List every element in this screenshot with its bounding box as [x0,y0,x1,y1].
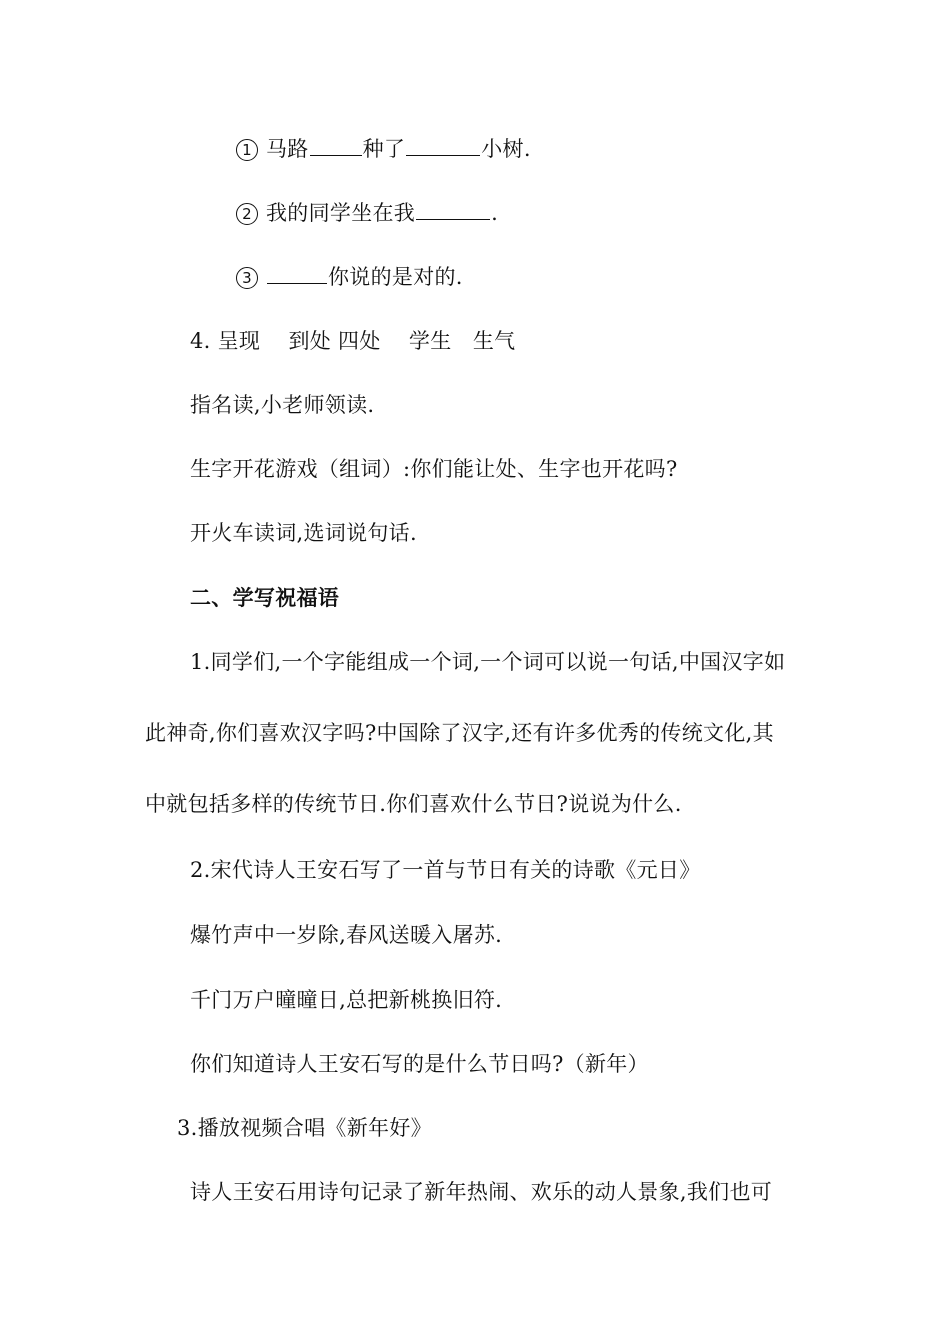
exercise-item-1 [236,134,531,164]
paragraph: 开火车读词,选词说句话. [190,521,417,545]
fill-blank [267,265,327,284]
exercise-item-2 [236,198,498,228]
item-text: 小树. [481,137,531,161]
paragraph-line: 此神奇,你们喜欢汉字吗?中国除了汉字,还有许多优秀的传统文化,其 [145,721,774,745]
item-text: . [491,201,499,225]
poem-line: 爆竹声中一岁除,春风送暖入屠苏. [190,923,503,947]
paragraph-line: 1.同学们,一个字能组成一个词,一个词可以说一句话,中国汉字如 [190,650,786,674]
fill-blank [416,201,490,220]
fill-blank [310,137,362,156]
item-text: 马路 [266,137,309,161]
poem-line: 千门万户曈曈日,总把新桃换旧符. [190,988,503,1012]
paragraph: 2.宋代诗人王安石写了一首与节日有关的诗歌《元日》 [190,858,701,882]
circled-number: 2 [236,203,258,225]
exercise-item-3 [236,262,463,292]
paragraph-line: 中就包括多样的传统节日.你们喜欢什么节日?说说为什么. [145,792,682,816]
paragraph: 3.播放视频合唱《新年好》 [177,1116,432,1140]
paragraph: 你们知道诗人王安石写的是什么节日吗?（新年） [190,1052,649,1076]
item-text: 我的同学坐在我 [266,201,416,225]
section-heading: 二、学写祝福语 [190,585,340,610]
item-text: 你说的是对的. [328,265,463,289]
paragraph: 指名读,小老师领读. [190,393,375,417]
paragraph: 生字开花游戏（组词）:你们能让处、生字也开花吗? [190,457,678,481]
circled-number: 3 [236,267,258,289]
word-list: 4. 呈现 到处 四处 学生 生气 [190,329,516,353]
circled-number: 1 [236,139,258,161]
item-text: 种了 [362,137,406,161]
paragraph-line: 诗人王安石用诗句记录了新年热闹、欢乐的动人景象,我们也可 [190,1180,773,1204]
fill-blank [406,137,480,156]
